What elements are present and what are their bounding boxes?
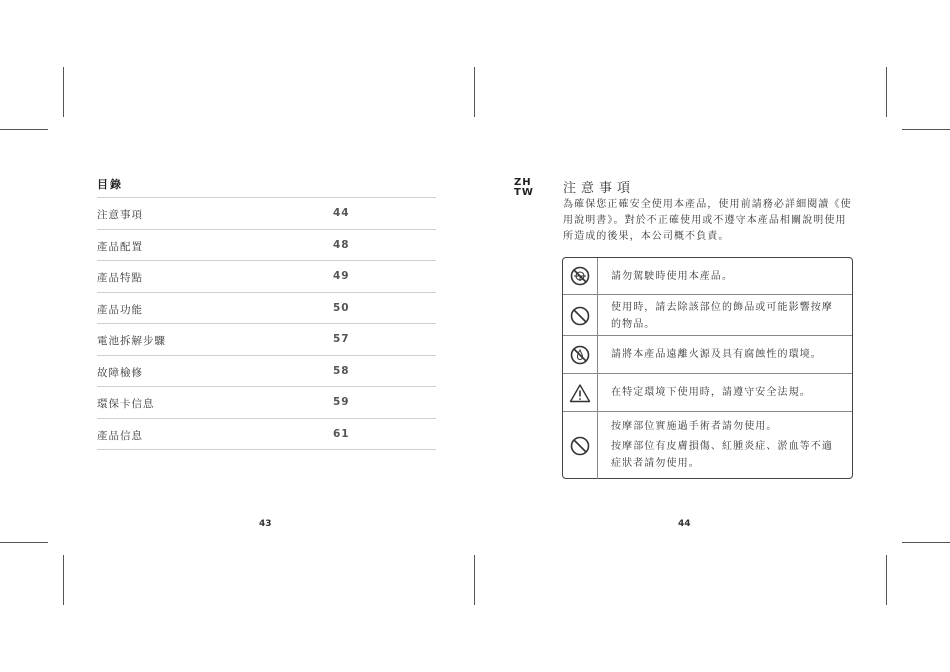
toc-title: 目錄 [97, 178, 123, 191]
language-code-line: ZH [514, 177, 532, 188]
toc-item-page: 44 [333, 207, 350, 219]
no-fire-icon [563, 336, 598, 374]
toc-row[interactable] [97, 260, 436, 292]
crop-mark [886, 67, 887, 117]
crop-mark [474, 555, 475, 605]
warning-text: 使用時，請去除該部位的飾品或可能影響按摩的物品。 [611, 302, 833, 330]
crop-mark [63, 67, 64, 117]
warning-text [611, 418, 842, 472]
no-driving-icon [563, 258, 598, 294]
toc-item-label: 電池拆解步驟 [97, 335, 166, 347]
table-of-contents [97, 197, 436, 450]
warnings-table [562, 257, 853, 479]
crop-mark [886, 555, 887, 605]
toc-item-label: 產品信息 [97, 429, 143, 442]
toc-item-page: 57 [333, 333, 350, 345]
toc-item-label: 產品功能 [97, 303, 143, 316]
toc-item-label: 注意事項 [97, 209, 143, 221]
toc-row[interactable] [97, 355, 436, 387]
crop-mark [902, 542, 950, 543]
warning-text: 在特定環境下使用時，請遵守安全法規。 [611, 387, 811, 398]
warning-row [563, 373, 852, 412]
notice-heading: 注意事項 [563, 181, 636, 196]
page-number-right: 44 [678, 519, 691, 529]
toc-item-page: 49 [333, 270, 350, 282]
warning-text-line: 按摩部位有皮膚損傷、紅腫炎症、淤血等不適症狀者請勿使用。 [611, 441, 833, 469]
toc-item-page: 61 [333, 427, 350, 440]
warning-row [563, 335, 852, 374]
language-code-line: TW [514, 187, 534, 198]
toc-row[interactable] [97, 418, 436, 451]
toc-row[interactable] [97, 229, 436, 261]
prohibited-icon [563, 295, 598, 336]
toc-row[interactable] [97, 292, 436, 324]
toc-item-label: 故障檢修 [97, 366, 143, 379]
warning-text: 請將本產品遠離火源及具有腐蝕性的環境。 [611, 349, 822, 360]
crop-mark [0, 129, 48, 130]
crop-mark [0, 542, 48, 543]
toc-item-label: 產品特點 [97, 272, 143, 284]
toc-item-page: 59 [333, 396, 350, 408]
warning-row [563, 411, 852, 479]
crop-mark [474, 67, 475, 117]
warning-row [563, 294, 852, 336]
toc-row[interactable] [97, 323, 436, 355]
prohibited-icon [563, 412, 598, 479]
toc-row[interactable] [97, 386, 436, 418]
warning-text-line: 按摩部位實施過手術者請勿使用。 [611, 421, 778, 432]
toc-item-label: 環保卡信息 [97, 398, 155, 410]
toc-item-page: 50 [333, 301, 350, 314]
crop-mark [902, 129, 950, 130]
toc-item-page: 58 [333, 364, 350, 377]
language-code [514, 178, 534, 198]
notice-intro: 為確保您正確安全使用本產品，使用前請務必詳細閱讀《使用說明書》。對於不正確使用或不遵守本產品相關說明使用所造成的後果，本公司概不負責。 [563, 199, 852, 242]
warning-triangle-icon [563, 374, 598, 412]
warning-text: 請勿駕駛時使用本產品。 [611, 271, 734, 282]
toc-item-page: 48 [333, 238, 350, 251]
toc-row[interactable] [97, 197, 436, 229]
page-number-left: 43 [259, 519, 272, 529]
crop-mark [63, 555, 64, 605]
toc-item-label: 產品配置 [97, 240, 143, 253]
warning-row [563, 258, 852, 294]
